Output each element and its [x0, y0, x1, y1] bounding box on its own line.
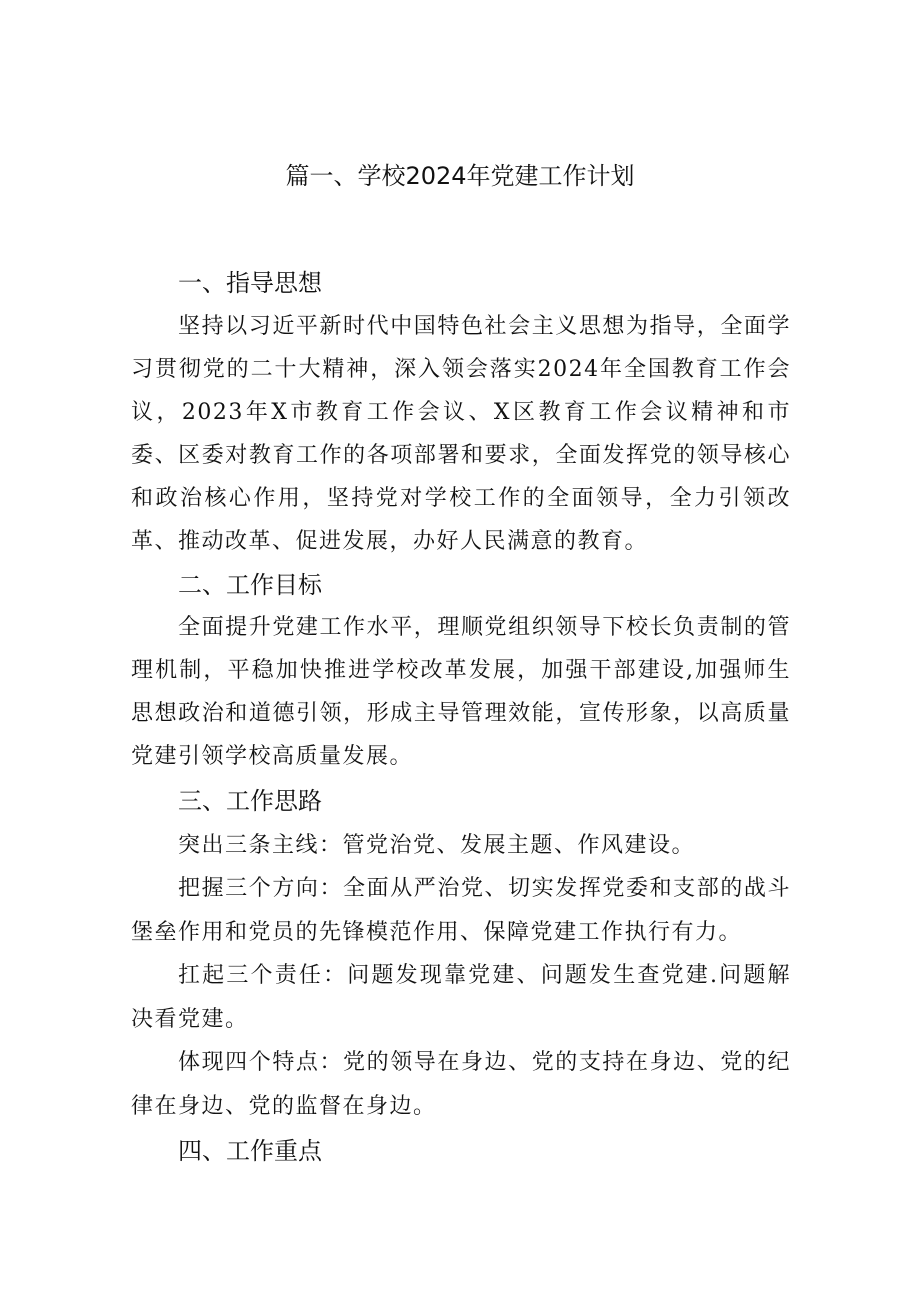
- document-title: 篇一、学校2024年党建工作计划: [285, 162, 635, 190]
- paragraph-three-main-lines: 突出三条主线：管党治党、发展主题、作风建设。: [178, 833, 696, 858]
- paragraph-three-directions: 把握三个方向：全面从严治党、切实发挥党委和支部的战斗堡垒作用和党员的先锋模范作用、保障党建工作执行有力。: [131, 876, 791, 945]
- paragraph-four-characteristics: 体现四个特点：党的领导在身边、党的支持在身边、党的纪律在身边、党的监督在身边。: [131, 1050, 791, 1119]
- section-heading-work-goals: 二、工作目标: [178, 571, 322, 599]
- paragraph-three-responsibilities: 扛起三个责任：问题发现靠党建、问题发生查党建.问题解决看党建。: [131, 963, 791, 1032]
- section-heading-guiding-ideology: 一、指导思想: [178, 269, 322, 297]
- section-heading-work-approach: 三、工作思路: [178, 787, 322, 815]
- paragraph-work-goals: 全面提升党建工作水平，理顺党组织领导下校长负责制的管理机制，平稳加快推进学校改革发展，加强干部建设,加强师生思想政治和道德引领，形成主导管理效能，宣传形象，以高质量党建引领学校高质量发展。: [131, 615, 791, 769]
- paragraph-guiding-ideology: 坚持以习近平新时代中国特色社会主义思想为指导，全面学习贯彻党的二十大精神，深入领会落实2024年全国教育工作会议，2023年X市教育工作会议、X区教育工作会议精神和市委、区委对教育工作的各项部署和要求，全面发挥党的领导核心和政治核心作用，坚持党对学校工作的全面领导，全力引领改革、推动改革、促进发展，办好人民满意的教育。: [131, 314, 791, 554]
- section-heading-work-focus: 四、工作重点: [178, 1137, 322, 1165]
